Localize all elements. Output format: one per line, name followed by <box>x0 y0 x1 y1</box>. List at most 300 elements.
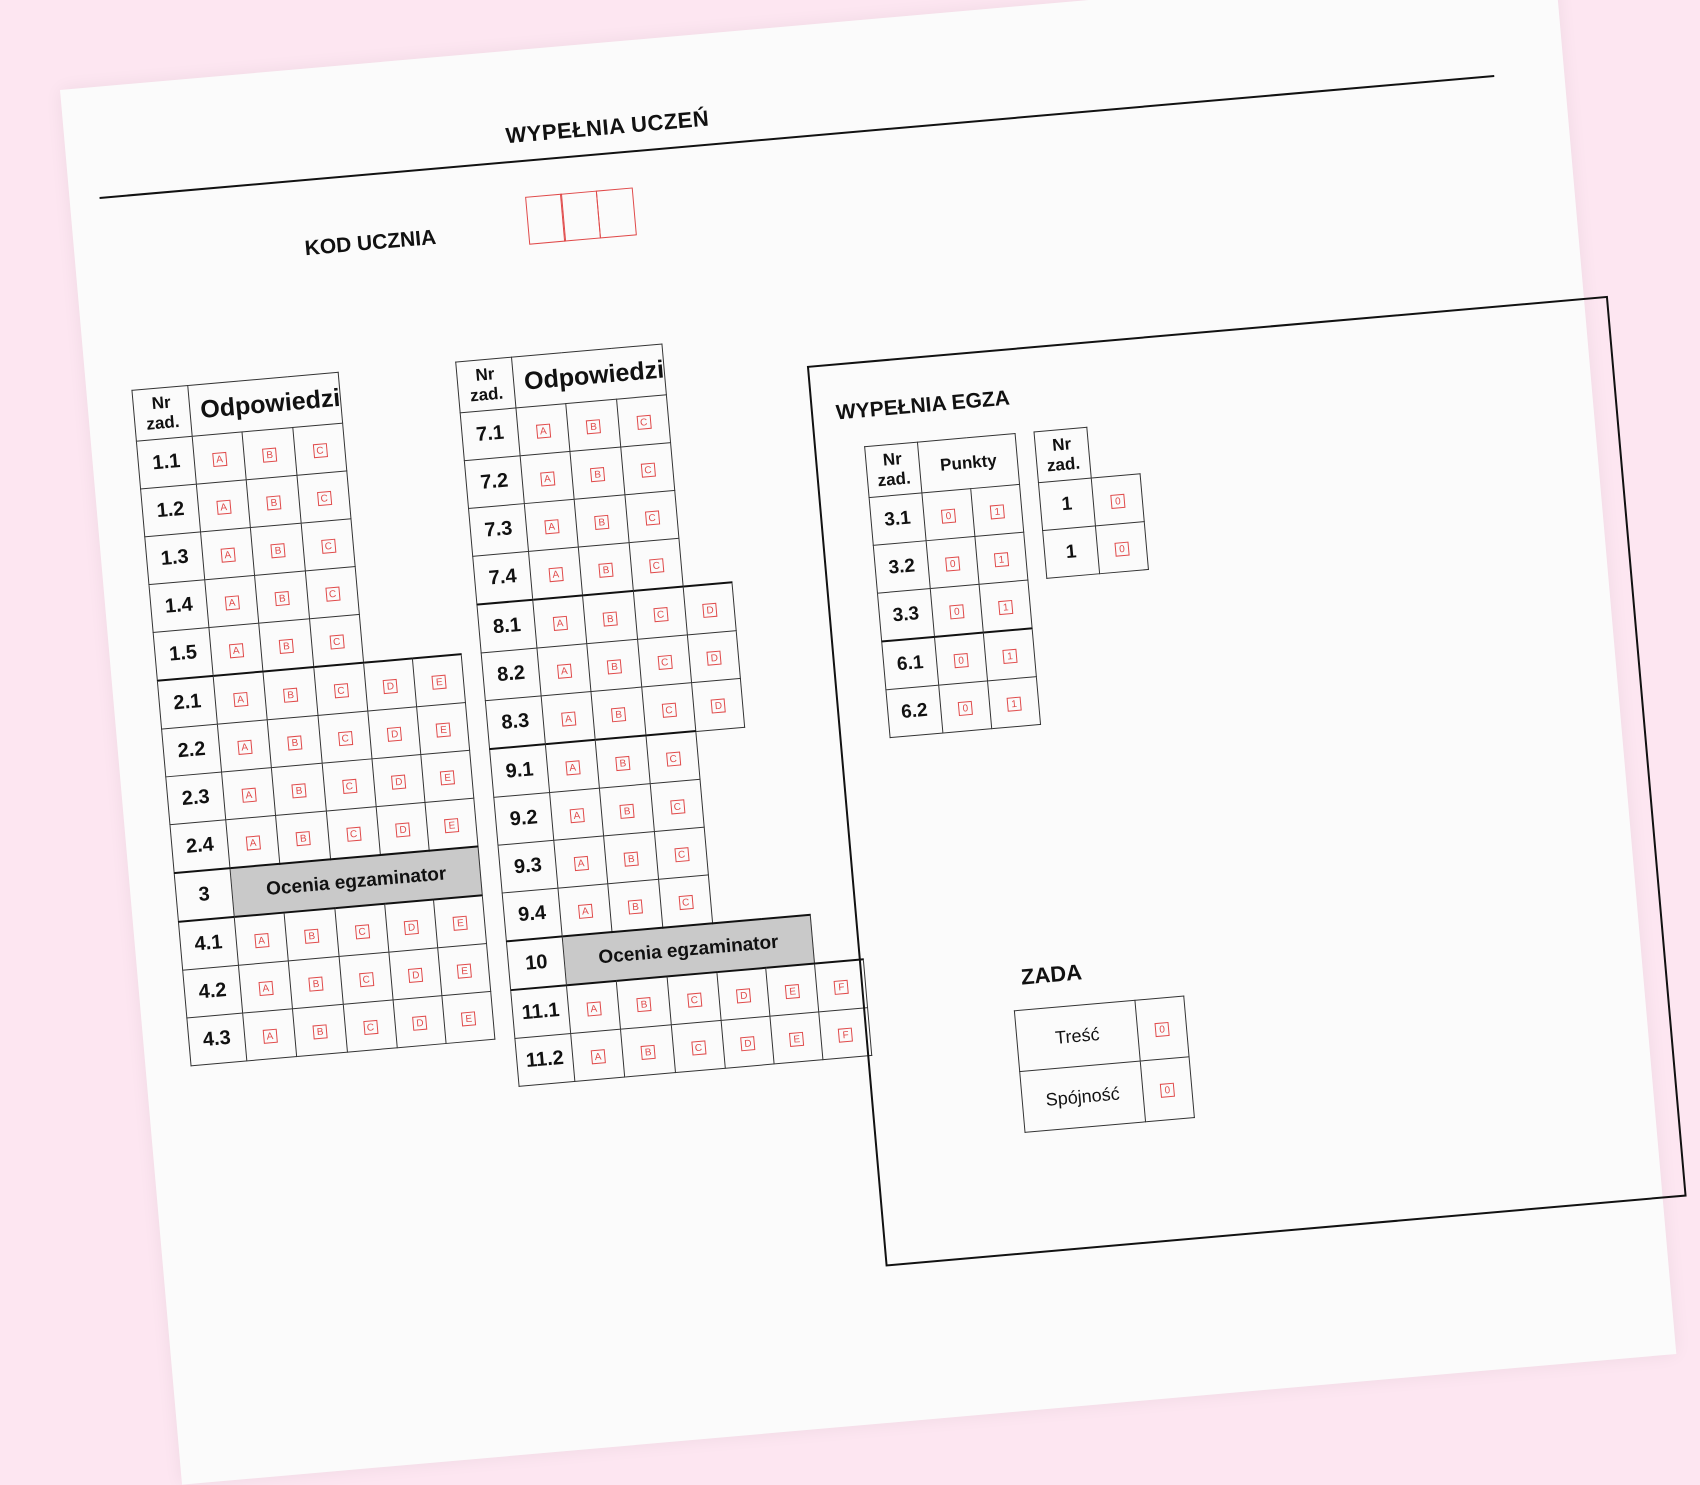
answer-cell[interactable] <box>604 832 658 884</box>
answer-option-box[interactable]: 1 <box>994 552 1009 567</box>
task-number: 7.4 <box>473 551 533 604</box>
answer-cell[interactable] <box>238 961 292 1013</box>
answer-option-box[interactable]: 1 <box>1007 696 1022 711</box>
answer-cell[interactable] <box>591 687 645 740</box>
answer-cell[interactable] <box>930 584 983 637</box>
answer-option-box[interactable]: 1 <box>990 504 1005 519</box>
answer-option-box[interactable]: C <box>644 510 659 525</box>
spacer-cell <box>338 364 440 423</box>
answer-option-box[interactable]: D <box>387 726 402 741</box>
answer-cell[interactable] <box>263 667 317 720</box>
answer-cell[interactable] <box>541 691 595 744</box>
answer-cell[interactable] <box>421 750 474 802</box>
answer-cell[interactable] <box>217 720 271 772</box>
answer-option-box[interactable]: 0 <box>945 556 960 571</box>
answer-option-box[interactable]: D <box>702 602 717 617</box>
answer-cell[interactable] <box>983 628 1036 681</box>
answer-option-box[interactable]: B <box>603 611 618 626</box>
answer-cell[interactable] <box>646 731 700 784</box>
answer-cell[interactable] <box>688 631 741 683</box>
column-header-nr <box>1034 427 1091 482</box>
answer-cell[interactable] <box>389 948 442 1000</box>
answer-cell[interactable] <box>318 711 372 763</box>
answer-option-box[interactable]: E <box>444 818 459 833</box>
answer-option-box[interactable]: C <box>678 894 693 909</box>
answer-option-box[interactable]: C <box>325 586 340 601</box>
answer-option-box[interactable]: C <box>657 654 672 669</box>
answer-option-box[interactable]: A <box>241 787 256 802</box>
answer-cell[interactable] <box>205 575 259 627</box>
answer-option-box[interactable]: A <box>557 663 572 678</box>
answer-cell[interactable] <box>376 802 429 855</box>
task-number: 3.1 <box>869 493 926 545</box>
answer-cell[interactable] <box>393 996 446 1048</box>
answer-cell[interactable] <box>766 964 819 1017</box>
task-number: 7.1 <box>460 408 520 461</box>
answer-cell[interactable] <box>305 567 359 619</box>
answer-option-box[interactable]: E <box>436 722 451 737</box>
answer-option-box[interactable]: D <box>408 967 423 982</box>
answer-cell[interactable] <box>926 536 979 588</box>
answer-option-box[interactable]: C <box>312 443 327 458</box>
answer-option-box[interactable]: D <box>711 698 726 713</box>
answer-option-box[interactable]: C <box>354 924 369 939</box>
task-number: 7.2 <box>464 456 524 509</box>
answer-cell[interactable] <box>201 528 255 580</box>
answer-option-box[interactable]: A <box>573 855 588 870</box>
answer-cell[interactable] <box>272 763 326 815</box>
answer-cell[interactable] <box>385 900 438 953</box>
task-number: 4.1 <box>178 917 238 970</box>
answer-option-box[interactable]: A <box>212 451 227 466</box>
answer-option-box[interactable]: B <box>641 1044 656 1059</box>
column-header-points: Punkty <box>917 434 1019 493</box>
answer-cell[interactable] <box>683 582 736 635</box>
task-number: 3 <box>174 868 234 922</box>
answer-cell[interactable] <box>637 635 691 687</box>
answer-option-box[interactable]: C <box>363 1019 378 1034</box>
spacer-cell <box>736 622 838 678</box>
answer-option-box[interactable]: B <box>279 638 294 653</box>
column-header-nr-line: Nr <box>150 392 172 414</box>
answer-cell[interactable] <box>213 671 267 724</box>
answer-option-box[interactable]: C <box>670 799 685 814</box>
answer-option-box[interactable]: C <box>649 558 664 573</box>
answer-option-box[interactable]: B <box>598 562 613 577</box>
answer-option-box[interactable]: C <box>674 847 689 862</box>
task-number: 6.2 <box>886 685 943 737</box>
spacer-cell <box>343 415 445 471</box>
column-header-nr-line: zad. <box>145 411 181 434</box>
answer-cell[interactable] <box>1091 474 1144 526</box>
criteria-label: Treść <box>1014 1000 1140 1071</box>
answer-option-box[interactable]: 1 <box>1002 648 1017 663</box>
task-number: 1 <box>1043 526 1100 578</box>
answer-cell[interactable] <box>516 404 570 456</box>
answer-option-box[interactable]: C <box>346 826 361 841</box>
answer-option-box[interactable]: E <box>461 1011 476 1026</box>
answer-cell[interactable] <box>583 591 637 644</box>
answer-cell[interactable] <box>293 1004 347 1056</box>
table-header-row <box>1034 423 1140 483</box>
spacer-cell <box>732 574 834 631</box>
student-code-box[interactable] <box>595 188 636 239</box>
answer-cell[interactable] <box>372 755 425 807</box>
answer-option-box[interactable]: 0 <box>1154 1022 1169 1037</box>
answer-option-box[interactable]: D <box>383 678 398 693</box>
answer-cell[interactable] <box>621 1025 675 1077</box>
answer-cell[interactable] <box>413 654 466 707</box>
answer-option-box[interactable]: 1 <box>998 599 1013 614</box>
answer-cell[interactable] <box>554 836 608 888</box>
answer-option-box[interactable]: E <box>785 983 800 998</box>
answer-option-box[interactable]: C <box>640 462 655 477</box>
answer-cell[interactable] <box>671 1020 725 1072</box>
answer-option-box[interactable]: E <box>789 1031 804 1046</box>
answer-option-box[interactable]: B <box>275 590 290 605</box>
task-number: 8.3 <box>485 696 545 749</box>
task-number: 4.2 <box>183 965 243 1018</box>
answer-cell[interactable] <box>520 451 574 503</box>
answer-cell[interactable] <box>566 981 620 1034</box>
answer-sheet <box>60 0 1676 1485</box>
answer-option-box[interactable]: B <box>607 659 622 674</box>
answer-cell[interactable] <box>322 759 376 811</box>
column-header-nr-line: zad. <box>1046 453 1081 476</box>
answer-cell[interactable] <box>442 991 495 1043</box>
column-header-answers: Odpowiedzi <box>512 344 667 408</box>
task-number: 8.2 <box>481 648 541 701</box>
answer-cell[interactable] <box>537 644 591 696</box>
answer-cell[interactable] <box>692 678 745 731</box>
answer-option-box[interactable]: D <box>404 919 419 934</box>
answer-option-box[interactable]: A <box>569 808 584 823</box>
answer-cell[interactable] <box>1140 1057 1194 1122</box>
answer-cell[interactable] <box>259 619 313 672</box>
task-number: 9.3 <box>498 840 558 893</box>
answer-option-box[interactable]: C <box>329 634 344 649</box>
spacer-cell <box>355 558 457 614</box>
answer-option-box[interactable]: A <box>544 519 559 534</box>
answer-cell[interactable] <box>570 447 624 499</box>
task-number: 9.1 <box>490 744 550 797</box>
answer-cell[interactable] <box>667 972 721 1025</box>
answer-cell[interactable] <box>550 788 604 840</box>
column-header-nr-line: Nr <box>1051 434 1072 455</box>
answer-option-box[interactable]: D <box>391 774 406 789</box>
answer-cell[interactable] <box>642 683 696 736</box>
answer-cell[interactable] <box>335 904 389 957</box>
answer-cell[interactable] <box>243 1009 297 1061</box>
spacer-cell <box>347 462 449 518</box>
answer-cell[interactable] <box>721 1016 774 1068</box>
spacer-cell <box>741 670 843 727</box>
header-rule <box>99 75 1494 199</box>
answer-option-box[interactable]: A <box>262 1028 277 1043</box>
answer-cell[interactable] <box>558 884 612 937</box>
answer-table-right <box>455 331 872 1087</box>
column-header-nr <box>865 442 922 497</box>
answer-option-box[interactable]: 0 <box>1160 1083 1175 1098</box>
column-header-nr-line: zad. <box>469 383 504 406</box>
answer-cell[interactable] <box>339 952 393 1004</box>
answer-option-box[interactable]: 0 <box>958 700 973 715</box>
answer-option-box[interactable]: B <box>611 707 626 722</box>
answer-cell[interactable] <box>939 681 992 733</box>
task-number: 9.2 <box>494 793 554 846</box>
answer-cell[interactable] <box>524 499 578 551</box>
answer-cell[interactable] <box>579 543 633 596</box>
answer-option-box[interactable]: A <box>220 547 235 562</box>
points-table-partial <box>1033 422 1149 578</box>
task-number: 3.2 <box>873 541 930 593</box>
answer-option-box[interactable]: A <box>578 903 593 918</box>
answer-option-box[interactable]: D <box>412 1015 427 1030</box>
answer-option-box[interactable]: E <box>457 963 472 978</box>
task-number: 11.2 <box>515 1034 575 1087</box>
student-code-label: KOD UCZNIA <box>303 225 438 261</box>
answer-cell[interactable] <box>368 707 421 759</box>
task-number: 1.3 <box>145 532 205 585</box>
task-title: ZADA <box>1019 959 1083 990</box>
answer-cell[interactable] <box>625 490 679 542</box>
answer-cell[interactable] <box>621 443 675 495</box>
answer-cell[interactable] <box>1135 996 1189 1061</box>
task-number: 2.3 <box>166 772 226 825</box>
answer-cell[interactable] <box>770 1012 823 1064</box>
answer-cell[interactable] <box>226 815 280 868</box>
answer-cell[interactable] <box>533 595 587 648</box>
answer-cell[interactable] <box>284 908 338 961</box>
task-number: 1.1 <box>136 436 196 489</box>
task-number: 1.4 <box>149 580 209 633</box>
answer-cell[interactable] <box>222 768 276 820</box>
answer-cell[interactable] <box>293 423 347 475</box>
task-number: 2.1 <box>157 676 217 729</box>
task-number: 2.4 <box>170 820 230 873</box>
answer-cell[interactable] <box>975 532 1028 584</box>
column-header-nr-line: zad. <box>876 468 912 491</box>
answer-cell[interactable] <box>343 1000 397 1052</box>
criteria-table <box>1014 995 1195 1132</box>
answer-option-box[interactable]: B <box>283 687 298 702</box>
answer-option-box[interactable]: B <box>291 783 306 798</box>
spacer-cell <box>360 606 462 663</box>
examiner-graded-cell: Ocenia egzaminator <box>562 915 815 986</box>
column-header-nr-line: Nr <box>474 364 496 385</box>
answer-cell[interactable] <box>528 547 582 600</box>
task-number: 6.1 <box>882 637 939 690</box>
task-number: 11.1 <box>511 985 571 1038</box>
answer-cell[interactable] <box>297 471 351 523</box>
answer-option-box[interactable]: B <box>624 851 639 866</box>
column-header-nr-line: Nr <box>882 449 903 470</box>
answer-cell[interactable] <box>234 913 288 966</box>
answer-cell[interactable] <box>364 658 417 711</box>
answer-option-box[interactable]: B <box>628 899 643 914</box>
answer-option-box[interactable]: C <box>636 414 651 429</box>
answer-cell[interactable] <box>629 538 683 591</box>
answer-option-box[interactable]: A <box>552 615 567 630</box>
answer-option-box[interactable]: D <box>395 822 410 837</box>
answer-cell[interactable] <box>289 956 343 1008</box>
answer-option-box[interactable]: A <box>540 471 555 486</box>
answer-option-box[interactable]: A <box>590 1049 605 1064</box>
answer-cell[interactable] <box>268 715 322 767</box>
answer-option-box[interactable]: A <box>233 692 248 707</box>
answer-option-box[interactable]: C <box>333 683 348 698</box>
answer-cell[interactable] <box>575 495 629 547</box>
answer-cell[interactable] <box>434 895 487 948</box>
answer-option-box[interactable]: E <box>432 674 447 689</box>
answer-cell[interactable] <box>438 944 491 996</box>
answer-option-box[interactable]: A <box>548 567 563 582</box>
answer-cell[interactable] <box>1095 522 1148 574</box>
answer-option-box[interactable]: A <box>229 643 244 658</box>
answer-option-box[interactable]: B <box>313 1024 328 1039</box>
column-header-nr <box>132 385 192 441</box>
answer-cell[interactable] <box>255 571 309 623</box>
answer-option-box[interactable]: C <box>321 538 336 553</box>
answer-cell[interactable] <box>425 798 478 851</box>
answer-cell[interactable] <box>314 663 368 716</box>
answer-option-box[interactable]: E <box>453 915 468 930</box>
task-number: 1 <box>1038 478 1095 530</box>
student-code-box[interactable] <box>560 191 601 242</box>
column-header-answers: Odpowiedzi <box>188 372 343 436</box>
answer-cell[interactable] <box>301 519 355 571</box>
answer-option-box[interactable]: C <box>666 751 681 766</box>
answer-cell[interactable] <box>192 432 246 484</box>
answer-option-box[interactable]: A <box>245 835 260 850</box>
criteria-label: Spójność <box>1020 1061 1146 1132</box>
answer-cell[interactable] <box>617 976 671 1029</box>
answer-option-box[interactable]: 0 <box>1114 541 1129 556</box>
answer-option-box[interactable]: A <box>254 933 269 948</box>
answer-option-box[interactable]: 0 <box>941 508 956 523</box>
answer-cell[interactable] <box>309 614 363 667</box>
task-number: 7.3 <box>469 504 529 557</box>
points-table <box>864 433 1041 738</box>
answer-option-box[interactable]: B <box>308 976 323 991</box>
answer-option-box[interactable]: B <box>296 831 311 846</box>
answer-cell[interactable] <box>650 779 704 831</box>
answer-cell[interactable] <box>587 639 641 691</box>
spacer-cell <box>351 510 453 566</box>
answer-option-box[interactable]: 0 <box>954 653 969 668</box>
answer-option-box[interactable]: F <box>834 979 849 994</box>
answer-cell[interactable] <box>658 875 712 928</box>
answer-option-box[interactable]: B <box>287 735 302 750</box>
answer-option-box[interactable]: A <box>216 499 231 514</box>
answer-option-box[interactable]: A <box>536 423 551 438</box>
answer-option-box[interactable]: A <box>565 760 580 775</box>
answer-option-box[interactable]: D <box>707 650 722 665</box>
answer-option-box[interactable]: E <box>440 770 455 785</box>
answer-option-box[interactable]: F <box>838 1027 853 1042</box>
examiner-section-title: WYPEŁNIA EGZA <box>835 386 1011 425</box>
answer-option-box[interactable]: D <box>740 1036 755 1051</box>
answer-cell[interactable] <box>922 489 975 541</box>
answer-cell[interactable] <box>633 587 687 640</box>
task-number: 1.2 <box>141 484 201 537</box>
answer-option-box[interactable]: B <box>262 447 277 462</box>
answer-option-box[interactable]: A <box>258 980 273 995</box>
answer-table-left <box>131 363 495 1066</box>
task-number: 8.1 <box>477 600 537 653</box>
column-header-nr <box>456 357 516 413</box>
answer-cell[interactable] <box>979 580 1032 633</box>
answer-option-box[interactable]: A <box>561 711 576 726</box>
answer-option-box[interactable]: D <box>736 988 751 1003</box>
answer-option-box[interactable]: A <box>586 1001 601 1016</box>
answer-cell[interactable] <box>196 480 250 532</box>
answer-cell[interactable] <box>545 740 599 793</box>
answer-option-box[interactable]: C <box>653 607 668 622</box>
answer-cell[interactable] <box>654 827 708 879</box>
student-section-title: WYPEŁNIA UCZEŃ <box>504 105 711 149</box>
answer-option-box[interactable]: C <box>342 778 357 793</box>
answer-option-box[interactable]: B <box>304 928 319 943</box>
answer-cell[interactable] <box>971 484 1024 536</box>
task-number: 9.4 <box>502 888 562 941</box>
answer-cell[interactable] <box>566 399 620 451</box>
answer-option-box[interactable]: A <box>224 595 239 610</box>
answer-cell[interactable] <box>209 623 263 676</box>
answer-option-box[interactable]: B <box>620 803 635 818</box>
table-row <box>1043 522 1149 579</box>
answer-option-box[interactable]: B <box>590 467 605 482</box>
answer-cell[interactable] <box>251 523 305 575</box>
task-number: 1.5 <box>153 628 213 681</box>
answer-option-box[interactable]: C <box>338 731 353 746</box>
task-number: 3.3 <box>877 589 934 642</box>
task-number: 10 <box>506 936 566 990</box>
answer-option-box[interactable]: 0 <box>1110 493 1125 508</box>
answer-cell[interactable] <box>247 475 301 527</box>
answer-cell[interactable] <box>571 1029 625 1081</box>
answer-option-box[interactable]: B <box>266 495 281 510</box>
answer-option-box[interactable]: C <box>687 992 702 1007</box>
answer-cell[interactable] <box>596 735 650 788</box>
answer-cell[interactable] <box>717 968 770 1021</box>
answer-cell[interactable] <box>934 633 987 686</box>
examiner-graded-cell: Ocenia egzaminator <box>230 846 483 917</box>
answer-option-box[interactable]: B <box>615 755 630 770</box>
answer-cell[interactable] <box>417 702 470 754</box>
answer-cell[interactable] <box>608 879 662 932</box>
answer-cell[interactable] <box>988 677 1041 729</box>
student-code-box[interactable] <box>525 194 566 245</box>
answer-option-box[interactable]: C <box>317 490 332 505</box>
answer-option-box[interactable]: B <box>270 543 285 558</box>
answer-cell[interactable] <box>600 784 654 836</box>
answer-option-box[interactable]: B <box>594 514 609 529</box>
task-number: 4.3 <box>187 1013 247 1066</box>
answer-option-box[interactable]: C <box>691 1040 706 1055</box>
answer-option-box[interactable]: C <box>661 702 676 717</box>
student-code-boxes[interactable] <box>526 188 636 245</box>
answer-option-box[interactable]: B <box>636 996 651 1011</box>
answer-option-box[interactable]: B <box>586 419 601 434</box>
answer-option-box[interactable]: C <box>359 972 374 987</box>
answer-cell[interactable] <box>326 807 380 860</box>
answer-cell[interactable] <box>276 811 330 864</box>
answer-option-box[interactable]: A <box>237 739 252 754</box>
answer-option-box[interactable]: 0 <box>949 604 964 619</box>
answer-cell[interactable] <box>616 395 670 447</box>
answer-cell[interactable] <box>242 428 296 480</box>
